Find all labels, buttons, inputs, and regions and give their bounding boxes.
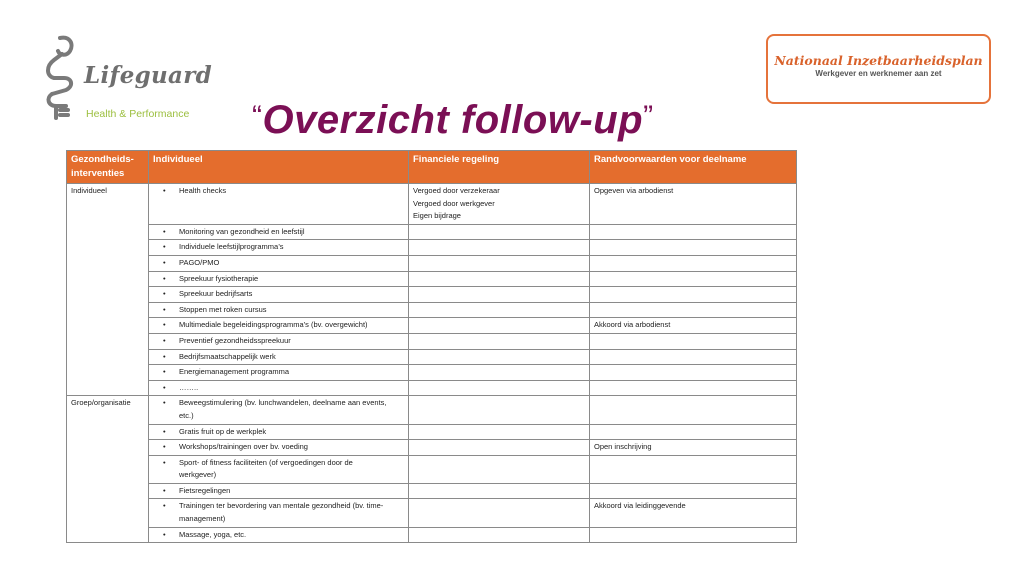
intervention-text: Fietsregelingen	[179, 485, 231, 495]
header-individueel: Individueel	[149, 151, 409, 184]
intervention-cell	[149, 240, 409, 256]
table-row	[67, 318, 797, 334]
bullet-icon: •	[163, 242, 166, 252]
financial-line: Eigen bijdrage	[413, 211, 461, 221]
lifeguard-figure-icon	[40, 34, 84, 124]
bullet-icon: •	[163, 367, 166, 377]
condition-cell	[590, 483, 797, 499]
table-row	[67, 424, 797, 440]
table-row	[67, 365, 797, 381]
intervention-cell	[149, 302, 409, 318]
header-financiele-regeling: Financiele regeling	[409, 151, 590, 184]
intervention-cell	[149, 424, 409, 440]
lifeguard-logo	[40, 34, 230, 124]
intervention-text: Beweegstimulering (bv. lunchwandelen, deelname aan events, etc.)	[179, 398, 387, 420]
condition-cell	[590, 287, 797, 303]
title-open-quote: “	[252, 100, 263, 133]
financial-cell	[409, 365, 590, 381]
financial-cell	[409, 527, 590, 543]
intervention-text: Gratis fruit op de werkplek	[179, 426, 267, 436]
title-close-quote: ”	[643, 100, 654, 133]
intervention-cell	[149, 224, 409, 240]
category-cell: Individueel	[67, 184, 149, 396]
financial-line: Vergoed door verzekeraar	[413, 186, 500, 195]
table-row	[67, 224, 797, 240]
bullet-icon: •	[163, 529, 166, 539]
financial-cell	[409, 396, 590, 424]
financial-cell	[409, 440, 590, 456]
condition-cell: Akkoord via leidinggevende	[590, 499, 797, 527]
table-row	[67, 499, 797, 527]
intervention-cell	[149, 483, 409, 499]
condition-cell	[590, 365, 797, 381]
table-row	[67, 396, 797, 424]
table-row	[67, 455, 797, 483]
financial-line: Vergoed door werkgever	[413, 198, 495, 208]
condition-cell: Opgeven via arbodienst	[590, 184, 797, 225]
bullet-icon: •	[163, 398, 166, 408]
title-text: Overzicht follow-up	[262, 98, 644, 142]
financial-cell	[409, 184, 590, 225]
bullet-icon: •	[163, 335, 166, 345]
intervention-text: Bedrijfsmaatschappelijk werk	[179, 351, 276, 361]
bullet-icon: •	[163, 382, 166, 392]
bullet-icon: •	[163, 304, 166, 314]
intervention-text: Massage, yoga, etc.	[179, 529, 247, 539]
intervention-text: Individuele leefstijlprogramma’s	[179, 242, 284, 252]
header-randvoorwaarden: Randvoorwaarden voor deelname	[590, 151, 797, 184]
intervention-text: Sport- of fitness faciliteiten (of vergoedingen door de werkgever)	[179, 457, 353, 480]
table-row	[67, 483, 797, 499]
financial-cell	[409, 255, 590, 271]
table-row	[67, 255, 797, 271]
condition-cell	[590, 527, 797, 543]
intervention-text: Energiemanagement programma	[179, 367, 290, 377]
condition-cell	[590, 333, 797, 349]
bullet-icon: •	[163, 226, 166, 236]
financial-cell	[409, 483, 590, 499]
bullet-icon: •	[163, 320, 166, 330]
condition-cell	[590, 455, 797, 483]
table-row	[67, 349, 797, 365]
bullet-icon: •	[163, 442, 166, 452]
bullet-icon: •	[163, 186, 166, 195]
financial-cell	[409, 349, 590, 365]
intervention-cell	[149, 527, 409, 543]
intervention-cell	[149, 318, 409, 334]
intervention-cell	[149, 184, 409, 225]
table-row	[67, 333, 797, 349]
intervention-cell	[149, 333, 409, 349]
intervention-cell	[149, 349, 409, 365]
financial-cell	[409, 271, 590, 287]
financial-cell	[409, 380, 590, 396]
logo-name: Lifeguard	[84, 62, 213, 89]
bullet-icon: •	[163, 501, 166, 511]
badge-subtitle: Werkgever en werknemer aan zet	[815, 69, 942, 78]
intervention-cell	[149, 455, 409, 483]
condition-cell	[590, 255, 797, 271]
bullet-icon: •	[163, 289, 166, 299]
intervention-cell	[149, 271, 409, 287]
intervention-cell	[149, 440, 409, 456]
header-gezondheidsinterventies: Gezondheids-interventies	[67, 151, 149, 184]
intervention-text: ……..	[179, 382, 199, 392]
condition-cell	[590, 224, 797, 240]
financial-cell	[409, 424, 590, 440]
bullet-icon: •	[163, 426, 166, 436]
table-body	[67, 184, 797, 543]
bullet-icon: •	[163, 257, 166, 267]
financial-cell	[409, 240, 590, 256]
condition-cell	[590, 424, 797, 440]
intervention-cell	[149, 365, 409, 381]
bullet-icon: •	[163, 457, 166, 467]
table-row	[67, 240, 797, 256]
intervention-cell	[149, 396, 409, 424]
table-row	[67, 184, 797, 225]
intervention-text: Multimediale begeleidingsprogramma’s (bv. overgewicht)	[179, 320, 368, 330]
badge-title: Nationaal Inzetbaarheidsplan	[774, 53, 983, 68]
table-row	[67, 527, 797, 543]
financial-cell	[409, 224, 590, 240]
table-row	[67, 440, 797, 456]
follow-up-table	[66, 150, 797, 543]
intervention-text: Workshops/trainingen over bv. voeding	[179, 442, 308, 452]
condition-cell: Open inschrijving	[590, 440, 797, 456]
financial-cell	[409, 287, 590, 303]
page-title	[252, 98, 654, 143]
intervention-text: PAGO/PMO	[179, 257, 220, 267]
table-row	[67, 287, 797, 303]
bullet-icon: •	[163, 485, 166, 495]
condition-cell: Akkoord via arbodienst	[590, 318, 797, 334]
table-row	[67, 302, 797, 318]
financial-cell	[409, 333, 590, 349]
financial-cell	[409, 302, 590, 318]
condition-cell	[590, 380, 797, 396]
intervention-text: Health checks	[179, 186, 227, 195]
condition-cell	[590, 396, 797, 424]
bullet-icon: •	[163, 351, 166, 361]
intervention-text: Spreekuur bedrijfsarts	[179, 289, 253, 299]
intervention-cell	[149, 499, 409, 527]
table-row	[67, 380, 797, 396]
financial-cell	[409, 318, 590, 334]
logo-tagline: Health & Performance	[86, 108, 190, 120]
intervention-text: Trainingen ter bevordering van mentale gezondheid (bv. time-management)	[179, 501, 384, 524]
condition-cell	[590, 349, 797, 365]
intervention-text: Stoppen met roken cursus	[179, 304, 267, 314]
intervention-cell	[149, 255, 409, 271]
intervention-text: Spreekuur fysiotherapie	[179, 273, 259, 283]
intervention-cell	[149, 287, 409, 303]
financial-cell	[409, 499, 590, 527]
category-cell: Groep/organisatie	[67, 396, 149, 543]
intervention-text: Preventief gezondheidsspreekuur	[179, 335, 291, 345]
bullet-icon: •	[163, 273, 166, 283]
condition-cell	[590, 271, 797, 287]
nationaal-inzetbaarheidsplan-badge	[766, 34, 991, 104]
financial-cell	[409, 455, 590, 483]
intervention-text: Monitoring van gezondheid en leefstijl	[179, 226, 305, 236]
table-row	[67, 271, 797, 287]
table-header-row	[67, 151, 797, 184]
condition-cell	[590, 302, 797, 318]
intervention-cell	[149, 380, 409, 396]
condition-cell	[590, 240, 797, 256]
